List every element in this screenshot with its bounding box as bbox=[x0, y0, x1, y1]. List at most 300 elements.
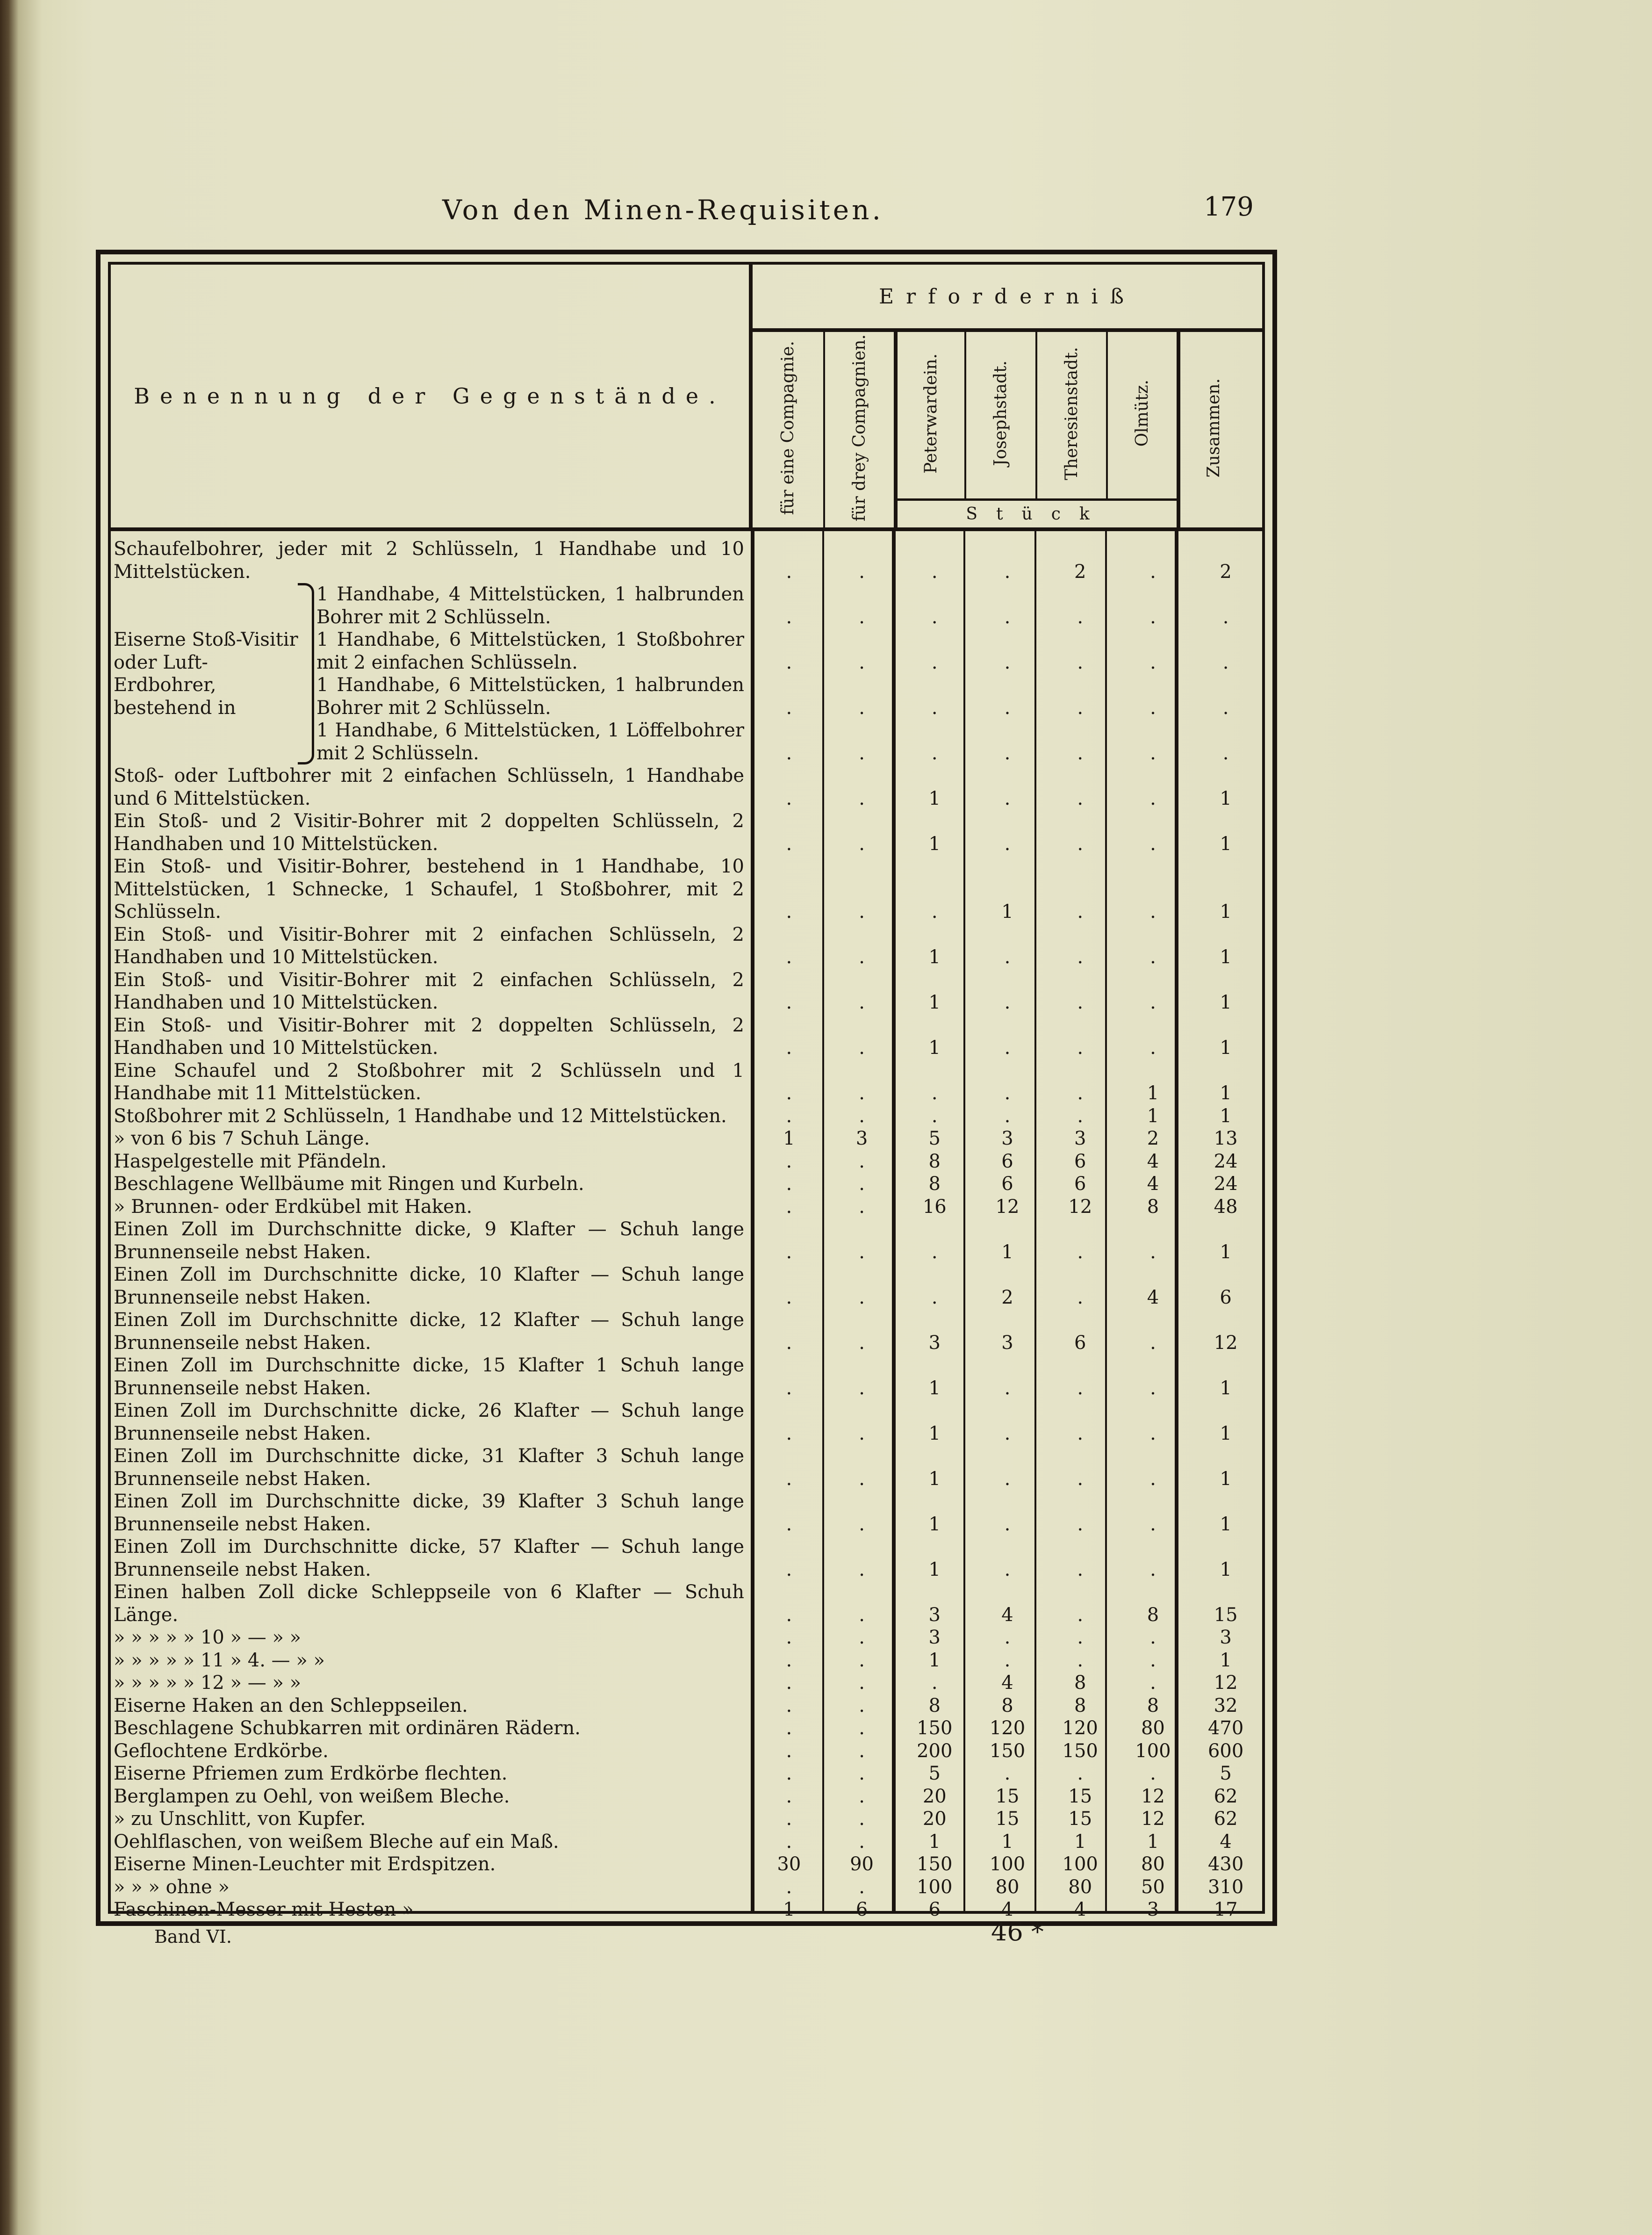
quantity-cell: 2 bbox=[1220, 561, 1232, 583]
quantity-cell: 15 bbox=[1068, 1785, 1092, 1807]
quantity-cell: 1 bbox=[1220, 946, 1232, 968]
page-title: Von den Minen-Requisiten. bbox=[442, 194, 883, 226]
brace-icon bbox=[298, 583, 314, 764]
quantity-cell: . bbox=[1150, 1672, 1156, 1694]
quantity-cell: 90 bbox=[850, 1853, 874, 1875]
quantity-cell: . bbox=[1077, 1241, 1084, 1263]
quantity-cell: . bbox=[1077, 787, 1084, 809]
quantity-cell: . bbox=[1077, 1604, 1084, 1626]
quantity-cell: . bbox=[1077, 1105, 1084, 1127]
quantity-cell: 62 bbox=[1214, 1808, 1238, 1830]
item-name: Einen Zoll im Durchschnitte dicke, 12 Klafter — Schuh lange Brunnenseile nebst Haken. bbox=[114, 1309, 744, 1354]
table-row bbox=[111, 1309, 1262, 1354]
quantity-cell: 8 bbox=[1147, 1196, 1159, 1218]
quantity-cell: . bbox=[859, 1286, 865, 1308]
item-name: Einen Zoll im Durchschnitte dicke, 39 Klafter 3 Schuh lange Brunnenseile nebst Haken. bbox=[114, 1491, 744, 1535]
table-row bbox=[111, 1762, 1262, 1785]
item-name: Oehlflaschen, von weißem Bleche auf ein Maß. bbox=[114, 1831, 559, 1853]
quantity-cell: 8 bbox=[1147, 1694, 1159, 1716]
quantity-cell: . bbox=[786, 1196, 792, 1218]
quantity-cell: 3 bbox=[928, 1627, 941, 1648]
quantity-cell: . bbox=[1077, 946, 1084, 968]
quantity-cell: . bbox=[859, 1422, 865, 1444]
quantity-cell: . bbox=[859, 1082, 865, 1104]
quantity-cell: . bbox=[786, 1649, 792, 1671]
quantity-cell: . bbox=[931, 697, 938, 719]
item-name: Einen Zoll im Durchschnitte dicke, 31 Klafter 3 Schuh lange Brunnenseile nebst Haken. bbox=[114, 1445, 744, 1490]
quantity-cell: . bbox=[786, 1150, 792, 1172]
quantity-cell: . bbox=[786, 1241, 792, 1263]
quantity-cell: . bbox=[1150, 901, 1156, 923]
quantity-cell: 430 bbox=[1207, 1853, 1244, 1875]
table-row bbox=[111, 764, 1262, 810]
quantity-cell: . bbox=[786, 1694, 792, 1716]
quantity-cell: . bbox=[859, 1105, 865, 1127]
quantity-cell: . bbox=[1004, 992, 1011, 1013]
quantity-cell: 17 bbox=[1214, 1899, 1238, 1920]
item-name: » » » » » 10 » — » » bbox=[114, 1627, 302, 1648]
quantity-cell: 1 bbox=[928, 1377, 941, 1399]
quantity-cell: 13 bbox=[1214, 1128, 1238, 1149]
quantity-cell: . bbox=[1077, 1037, 1084, 1059]
quantity-cell: 80 bbox=[1068, 1876, 1092, 1898]
table-row bbox=[111, 1808, 1262, 1831]
quantity-cell: 3 bbox=[1220, 1627, 1232, 1648]
quantity-cell: . bbox=[786, 1717, 792, 1739]
quantity-cell: . bbox=[1004, 787, 1011, 809]
quantity-cell: . bbox=[786, 1672, 792, 1694]
table-row bbox=[111, 923, 1262, 969]
quantity-cell: . bbox=[1150, 1037, 1156, 1059]
table-row bbox=[111, 1196, 1262, 1218]
quantity-cell: 100 bbox=[917, 1876, 953, 1898]
quantity-cell: 150 bbox=[989, 1740, 1026, 1762]
table-row bbox=[111, 1060, 1262, 1105]
quantity-cell: . bbox=[786, 1604, 792, 1626]
quantity-cell: . bbox=[786, 697, 792, 719]
quantity-cell: . bbox=[786, 1286, 792, 1308]
quantity-cell: 5 bbox=[1220, 1763, 1232, 1784]
quantity-cell: . bbox=[1077, 901, 1084, 923]
quantity-cell: 3 bbox=[1001, 1332, 1013, 1354]
quantity-cell: 12 bbox=[1214, 1672, 1238, 1694]
quantity-cell: 1 bbox=[928, 833, 941, 855]
quantity-cell: 1 bbox=[1147, 1831, 1159, 1853]
table-row bbox=[111, 1649, 1262, 1672]
item-name: » Brunnen- oder Erdkübel mit Haken. bbox=[114, 1196, 473, 1218]
quantity-cell: . bbox=[859, 787, 865, 809]
table-row bbox=[111, 1672, 1262, 1694]
quantity-cell: 100 bbox=[989, 1853, 1026, 1875]
quantity-cell: . bbox=[1077, 1286, 1084, 1308]
quantity-cell: 470 bbox=[1207, 1717, 1244, 1739]
column-header bbox=[1106, 328, 1177, 498]
quantity-cell: . bbox=[1150, 1422, 1156, 1444]
quantity-cell: 50 bbox=[1141, 1876, 1165, 1898]
quantity-cell: 4 bbox=[1147, 1286, 1159, 1308]
quantity-cell: . bbox=[1150, 1513, 1156, 1535]
quantity-cell: . bbox=[859, 1672, 865, 1694]
quantity-cell: . bbox=[1077, 606, 1084, 628]
table-row bbox=[111, 1445, 1262, 1490]
quantity-cell: . bbox=[1150, 787, 1156, 809]
quantity-cell: 3 bbox=[1001, 1128, 1013, 1149]
item-name: Geflochtene Erdkörbe. bbox=[114, 1740, 329, 1762]
quantity-cell: 1 bbox=[928, 1513, 941, 1535]
quantity-cell: . bbox=[859, 1694, 865, 1716]
item-name: Einen Zoll im Durchschnitte dicke, 15 Klafter 1 Schuh lange Brunnenseile nebst Haken. bbox=[114, 1355, 744, 1399]
quantity-cell: . bbox=[1150, 1558, 1156, 1580]
item-name: Stoßbohrer mit 2 Schlüsseln, 1 Handhabe und 12 Mittelstücken. bbox=[114, 1105, 727, 1127]
table-row bbox=[111, 1831, 1262, 1853]
quantity-cell: 6 bbox=[1074, 1332, 1086, 1354]
row-group bbox=[111, 583, 1262, 764]
quantity-cell: 3 bbox=[855, 1128, 868, 1149]
column-header bbox=[823, 328, 894, 527]
table-row bbox=[111, 1876, 1262, 1899]
quantity-cell: . bbox=[859, 1876, 865, 1898]
quantity-cell: . bbox=[786, 1740, 792, 1762]
table-row bbox=[111, 1785, 1262, 1808]
quantity-cell: . bbox=[786, 1808, 792, 1830]
quantity-cell: 120 bbox=[1062, 1717, 1098, 1739]
quantity-cell: 6 bbox=[1074, 1173, 1086, 1195]
quantity-cell: 8 bbox=[1074, 1672, 1086, 1694]
quantity-cell: . bbox=[1004, 606, 1011, 628]
table-row bbox=[111, 1536, 1262, 1581]
item-name: Eiserne Minen-Leuchter mit Erdspitzen. bbox=[114, 1853, 496, 1875]
quantity-cell: 1 bbox=[1220, 1468, 1232, 1490]
requirement-header: Erforderniß bbox=[753, 265, 1262, 332]
quantity-cell: 80 bbox=[1141, 1853, 1165, 1875]
quantity-cell: . bbox=[931, 1082, 938, 1104]
quantity-cell: 24 bbox=[1214, 1173, 1238, 1195]
table-row bbox=[111, 1354, 1262, 1399]
quantity-cell: . bbox=[786, 901, 792, 923]
quantity-cell: . bbox=[1077, 651, 1084, 673]
quantity-cell: . bbox=[1077, 992, 1084, 1013]
quantity-cell: 80 bbox=[1141, 1717, 1165, 1739]
quantity-cell: 6 bbox=[1074, 1150, 1086, 1172]
quantity-cell: 2 bbox=[1001, 1286, 1013, 1308]
quantity-cell: . bbox=[1077, 1468, 1084, 1490]
quantity-cell: . bbox=[1077, 697, 1084, 719]
unit-label: Stück bbox=[894, 498, 1177, 527]
quantity-cell: . bbox=[859, 1558, 865, 1580]
requisites-table bbox=[96, 250, 1277, 1926]
quantity-cell: 4 bbox=[1001, 1672, 1013, 1694]
quantity-cell: . bbox=[931, 561, 938, 583]
item-name: Schaufelbohrer, jeder mit 2 Schlüsseln, 1 Handhabe und 10 Mittelstücken. bbox=[114, 538, 744, 583]
table-row bbox=[111, 855, 1262, 923]
table-row bbox=[111, 1127, 1262, 1150]
quantity-cell: . bbox=[859, 1468, 865, 1490]
quantity-cell: . bbox=[1004, 1627, 1011, 1648]
quantity-cell: 3 bbox=[1074, 1128, 1086, 1149]
quantity-cell: . bbox=[931, 1286, 938, 1308]
table-rows bbox=[111, 538, 1262, 1921]
table-inner bbox=[108, 262, 1265, 1920]
quantity-cell: . bbox=[859, 606, 865, 628]
item-name: 1 Handhabe, 6 Mittelstücken, 1 Löffelbohrer mit 2 Schlüsseln. bbox=[316, 720, 744, 764]
quantity-cell: 1 bbox=[1074, 1831, 1086, 1853]
item-name: Einen Zoll im Durchschnitte dicke, 57 Klafter — Schuh lange Brunnenseile nebst Haken. bbox=[114, 1536, 744, 1580]
quantity-cell: . bbox=[859, 1604, 865, 1626]
quantity-cell: . bbox=[1077, 1558, 1084, 1580]
quantity-cell: 15 bbox=[1214, 1604, 1238, 1626]
quantity-cell: 1 bbox=[928, 1558, 941, 1580]
quantity-cell: . bbox=[859, 1763, 865, 1784]
quantity-cell: 4 bbox=[1147, 1150, 1159, 1172]
item-name: Einen Zoll im Durchschnitte dicke, 26 Klafter — Schuh lange Brunnenseile nebst Haken. bbox=[114, 1400, 744, 1444]
quantity-cell: 15 bbox=[995, 1808, 1020, 1830]
quantity-cell: 1 bbox=[1001, 1831, 1013, 1853]
table-row bbox=[111, 1105, 1262, 1128]
quantity-cell: 1 bbox=[928, 992, 941, 1013]
quantity-cell: . bbox=[786, 1831, 792, 1853]
quantity-cell: . bbox=[1004, 1082, 1011, 1104]
quantity-cell: . bbox=[1150, 1763, 1156, 1784]
quantity-cell: 5 bbox=[928, 1128, 941, 1149]
item-name: » » » ohne » bbox=[114, 1876, 230, 1898]
quantity-cell: . bbox=[786, 992, 792, 1013]
quantity-cell: . bbox=[859, 1649, 865, 1671]
quantity-cell: 1 bbox=[1220, 787, 1232, 809]
quantity-cell: 16 bbox=[922, 1196, 947, 1218]
quantity-cell: . bbox=[1150, 697, 1156, 719]
quantity-cell: 100 bbox=[1135, 1740, 1171, 1762]
quantity-cell: . bbox=[859, 742, 865, 764]
signature-mark: 46 * bbox=[991, 1917, 1044, 1947]
quantity-cell: . bbox=[1150, 1332, 1156, 1354]
item-name: Einen Zoll im Durchschnitte dicke, 9 Klafter — Schuh lange Brunnenseile nebst Haken. bbox=[114, 1218, 744, 1263]
quantity-cell: . bbox=[786, 946, 792, 968]
quantity-cell: . bbox=[859, 901, 865, 923]
item-name: » » » » » 12 » — » » bbox=[114, 1672, 302, 1694]
quantity-cell: 12 bbox=[1068, 1196, 1092, 1218]
quantity-cell: 8 bbox=[928, 1694, 941, 1716]
quantity-cell: . bbox=[859, 1513, 865, 1535]
quantity-cell: . bbox=[1077, 1649, 1084, 1671]
quantity-cell: 80 bbox=[995, 1876, 1020, 1898]
quantity-cell: 1 bbox=[1147, 1105, 1159, 1127]
volume-label: Band VI. bbox=[154, 1926, 232, 1947]
quantity-cell: . bbox=[786, 1558, 792, 1580]
table-row bbox=[111, 810, 1262, 855]
quantity-cell: 4 bbox=[1147, 1173, 1159, 1195]
quantity-cell: . bbox=[1004, 697, 1011, 719]
quantity-cell: . bbox=[1004, 561, 1011, 583]
quantity-cell: . bbox=[859, 561, 865, 583]
quantity-cell: 15 bbox=[1068, 1808, 1092, 1830]
quantity-cell: . bbox=[931, 1105, 938, 1127]
quantity-cell: 15 bbox=[995, 1785, 1020, 1807]
quantity-cell: . bbox=[1004, 1468, 1011, 1490]
quantity-cell: 1 bbox=[1220, 1558, 1232, 1580]
quantity-cell: 200 bbox=[917, 1740, 953, 1762]
table-row bbox=[111, 1399, 1262, 1445]
quantity-cell: . bbox=[859, 1173, 865, 1195]
table-row bbox=[111, 1740, 1262, 1763]
quantity-cell: 1 bbox=[928, 1649, 941, 1671]
quantity-cell: . bbox=[786, 742, 792, 764]
quantity-cell: 1 bbox=[1001, 1241, 1013, 1263]
item-name: Faschinen-Messer mit Hesten » bbox=[114, 1899, 414, 1920]
table-row bbox=[111, 1150, 1262, 1173]
quantity-cell: 1 bbox=[928, 1422, 941, 1444]
quantity-cell: 1 bbox=[1220, 1241, 1232, 1263]
quantity-cell: 120 bbox=[989, 1717, 1026, 1739]
quantity-cell: 6 bbox=[1220, 1286, 1232, 1308]
quantity-cell: 1 bbox=[928, 946, 941, 968]
quantity-cell: 3 bbox=[928, 1332, 941, 1354]
quantity-cell: 12 bbox=[995, 1196, 1020, 1218]
table-row bbox=[111, 1014, 1262, 1060]
quantity-cell: . bbox=[859, 1785, 865, 1807]
item-name: » zu Unschlitt, von Kupfer. bbox=[114, 1808, 366, 1830]
quantity-cell: . bbox=[859, 946, 865, 968]
column-header bbox=[894, 328, 964, 498]
table-row bbox=[111, 538, 1262, 583]
quantity-cell: 12 bbox=[1214, 1332, 1238, 1354]
quantity-cell: 600 bbox=[1207, 1740, 1244, 1762]
quantity-cell: 8 bbox=[1147, 1604, 1159, 1626]
quantity-cell: . bbox=[786, 651, 792, 673]
quantity-cell: . bbox=[786, 1377, 792, 1399]
quantity-cell: 4 bbox=[1001, 1604, 1013, 1626]
quantity-cell: . bbox=[786, 606, 792, 628]
quantity-cell: . bbox=[1150, 1649, 1156, 1671]
quantity-cell: . bbox=[1150, 1377, 1156, 1399]
quantity-cell: 4 bbox=[1220, 1831, 1232, 1853]
item-name: Einen halben Zoll dicke Schleppseile von 6 Klafter — Schuh Länge. bbox=[114, 1581, 744, 1626]
quantity-cell: . bbox=[1004, 1105, 1011, 1127]
quantity-cell: 4 bbox=[1001, 1899, 1013, 1920]
name-column-header: Benennung der Gegenstände. bbox=[111, 265, 753, 527]
quantity-cell: 3 bbox=[1147, 1899, 1159, 1920]
quantity-cell: . bbox=[786, 1332, 792, 1354]
quantity-cell: . bbox=[931, 606, 938, 628]
quantity-cell: 8 bbox=[1001, 1694, 1013, 1716]
quantity-cell: 2 bbox=[1147, 1128, 1159, 1149]
quantity-cell: . bbox=[786, 1785, 792, 1807]
item-name: Beschlagene Schubkarren mit ordinären Rädern. bbox=[114, 1717, 581, 1739]
item-name: 1 Handhabe, 6 Mittelstücken, 1 halbrunden Bohrer mit 2 Schlüsseln. bbox=[316, 674, 744, 719]
quantity-cell: 20 bbox=[922, 1808, 947, 1830]
quantity-cell: . bbox=[1004, 651, 1011, 673]
quantity-cell: . bbox=[931, 742, 938, 764]
quantity-cell: . bbox=[1004, 1377, 1011, 1399]
quantity-cell: . bbox=[859, 833, 865, 855]
quantity-cell: 1 bbox=[1220, 992, 1232, 1013]
column-header bbox=[964, 328, 1035, 498]
quantity-cell: . bbox=[1150, 833, 1156, 855]
quantity-cell: . bbox=[1077, 1763, 1084, 1784]
quantity-cell: 32 bbox=[1214, 1694, 1238, 1716]
quantity-cell: 150 bbox=[1062, 1740, 1098, 1762]
quantity-cell: 48 bbox=[1214, 1196, 1238, 1218]
group-label: Eiserne Stoß-Visitir oder Luft-Erdbohrer, bestehend in bbox=[114, 629, 298, 719]
column-header-label: Theresienstadt. bbox=[1062, 346, 1081, 480]
table-row bbox=[111, 1173, 1262, 1196]
quantity-cell: . bbox=[1222, 606, 1229, 628]
quantity-cell: . bbox=[786, 787, 792, 809]
quantity-cell: 1 bbox=[1220, 901, 1232, 923]
quantity-cell: . bbox=[1077, 1377, 1084, 1399]
quantity-cell: . bbox=[786, 1037, 792, 1059]
quantity-cell: . bbox=[1077, 1422, 1084, 1444]
item-name: Einen Zoll im Durchschnitte dicke, 10 Klafter — Schuh lange Brunnenseile nebst Haken. bbox=[114, 1264, 744, 1308]
quantity-cell: 6 bbox=[1001, 1173, 1013, 1195]
quantity-cell: . bbox=[1150, 946, 1156, 968]
quantity-cell: . bbox=[1004, 1649, 1011, 1671]
column-header-label: Zusammen. bbox=[1204, 378, 1223, 478]
quantity-cell: 150 bbox=[917, 1853, 953, 1875]
quantity-cell: . bbox=[1150, 742, 1156, 764]
quantity-cell: . bbox=[1004, 742, 1011, 764]
quantity-cell: . bbox=[1150, 1241, 1156, 1263]
table-header bbox=[111, 265, 1262, 531]
quantity-cell: 8 bbox=[928, 1173, 941, 1195]
quantity-cell: 1 bbox=[1220, 1037, 1232, 1059]
quantity-cell: 1 bbox=[1220, 1422, 1232, 1444]
table-row bbox=[111, 1581, 1262, 1626]
quantity-cell: . bbox=[859, 1740, 865, 1762]
quantity-cell: . bbox=[1004, 1558, 1011, 1580]
quantity-cell: 150 bbox=[917, 1717, 953, 1739]
quantity-cell: . bbox=[786, 1513, 792, 1535]
quantity-cell: . bbox=[786, 561, 792, 583]
quantity-cell: 3 bbox=[928, 1604, 941, 1626]
quantity-cell: 310 bbox=[1207, 1876, 1244, 1898]
quantity-cell: 1 bbox=[928, 1037, 941, 1059]
quantity-cell: . bbox=[859, 1332, 865, 1354]
item-name: Ein Stoß- und Visitir-Bohrer, bestehend in 1 Handhabe, 10 Mittelstücken, 1 Schnecke, 1 Schaufel, 1 Stoßbohrer, mit 2 Schlüsseln. bbox=[114, 856, 744, 923]
quantity-cell: . bbox=[1077, 742, 1084, 764]
quantity-cell: 8 bbox=[928, 1150, 941, 1172]
quantity-cell: 4 bbox=[1074, 1899, 1086, 1920]
quantity-cell: . bbox=[859, 1808, 865, 1830]
quantity-cell: . bbox=[1150, 606, 1156, 628]
item-name: Ein Stoß- und Visitir-Bohrer mit 2 einfachen Schlüsseln, 2 Handhaben und 10 Mittelstücken. bbox=[114, 923, 744, 968]
column-header bbox=[1177, 328, 1247, 527]
quantity-cell: . bbox=[786, 1422, 792, 1444]
quantity-cell: . bbox=[931, 1241, 938, 1263]
quantity-cell: . bbox=[931, 651, 938, 673]
quantity-cell: . bbox=[786, 1876, 792, 1898]
quantity-cell: 1 bbox=[928, 1468, 941, 1490]
quantity-cell: . bbox=[1222, 697, 1229, 719]
quantity-cell: 24 bbox=[1214, 1150, 1238, 1172]
quantity-cell: . bbox=[1150, 1627, 1156, 1648]
page-number: 179 bbox=[1204, 192, 1254, 222]
column-header-label: für eine Compagnie. bbox=[778, 340, 798, 515]
quantity-cell: 6 bbox=[1001, 1150, 1013, 1172]
table-row bbox=[111, 1263, 1262, 1309]
quantity-cell: 20 bbox=[922, 1785, 947, 1807]
quantity-cell: 100 bbox=[1062, 1853, 1098, 1875]
column-header bbox=[1035, 328, 1106, 498]
quantity-cell: . bbox=[931, 901, 938, 923]
column-header-label: Peterwardein. bbox=[921, 353, 941, 474]
quantity-cell: 8 bbox=[1074, 1694, 1086, 1716]
quantity-cell: . bbox=[1150, 1468, 1156, 1490]
quantity-cell: 1 bbox=[1220, 1377, 1232, 1399]
item-name: 1 Handhabe, 6 Mittelstücken, 1 Stoßbohrer mit 2 einfachen Schlüsseln. bbox=[316, 629, 744, 673]
quantity-cell: 1 bbox=[783, 1128, 795, 1149]
table-row bbox=[111, 1853, 1262, 1876]
quantity-cell: 1 bbox=[1001, 901, 1013, 923]
